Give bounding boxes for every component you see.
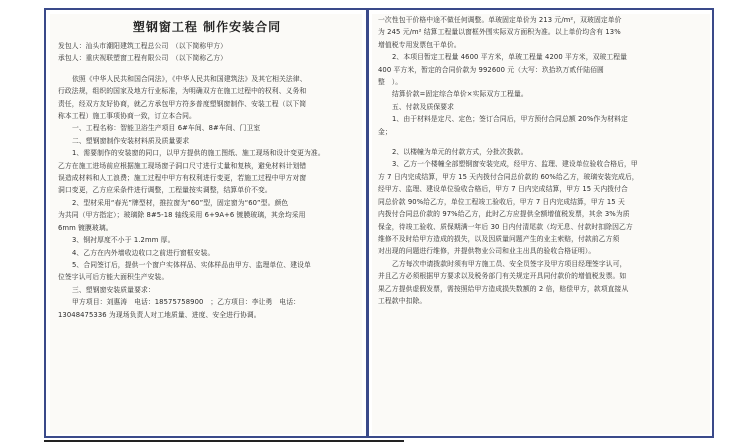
text-line: 称本工程）施工事项协商一致，订立本合同。: [58, 112, 196, 121]
text-line: 甲方项目：刘惠涛 电话：18575758900 ；乙方项目：李让勇 电话：: [72, 298, 300, 307]
text-line: 1、需要制作的安装窗的同口，以甲方提供的施工图纸、施工现场和设计变更为准。: [72, 149, 325, 158]
text-line: 洞口变更，乙方应采条件进行调整，工程量按实调整，结算单价不变。: [58, 186, 272, 195]
text-line: 5、合同签订后，提供一个窗户实体样品、实体样品由甲方、监理单位、建设单: [72, 260, 311, 269]
contract-title: 塑钢窗工程 制作安装合同: [132, 20, 282, 34]
text-line: 为共同（甲方指定）；玻璃除 8#5-18 轴线采用 6+9A+6 镀膜玻璃，其余均采用: [58, 211, 306, 220]
text-line: 发包人：汕头市潮阳建筑工程总公司 （以下简称甲方）: [58, 42, 228, 50]
text-line: 同总价款 90%给乙方，单位工程竣工验收后，甲方 7 日内完成结算，甲方 15 天: [378, 197, 625, 206]
text-line: 果乙方提供虚假发票，需按照给甲方造成损失数额的 2 倍，赔偿甲方，款项直接从: [378, 284, 629, 293]
text-line: 2、本项目暂定工程量 4600 平方米，单玻工程量 4200 平方米，双玻工程量: [392, 53, 628, 62]
text-line: 方 7 日内完成结算，甲方 15 天内拨付合同总价款的 60%给乙方，玻璃安装完成后，: [378, 172, 639, 181]
text-line: 责任，经双方友好协商，就乙方承包甲方符多普度塑钢窗制作、安装工程（以下简: [58, 99, 307, 108]
text-line: 承包人：重庆视联塑窗工程有限公司 （以下简称乙方）: [58, 54, 228, 63]
text-line: 内拨付合同总价款的 97%给乙方，此时乙方应提供全额增值税发票，其余 3%为质: [378, 210, 630, 219]
section-heading: 三、塑钢窗安装质量要求：: [72, 285, 155, 294]
text-line: 经甲方、监理、建设单位验收合格后，甲方 7 日内完成结算，甲方 15 天内拨付合: [378, 185, 628, 194]
text-line: 行政法规，组织的国家及地方行业标准，为明确双方在施工过程中的权利、义务和: [58, 87, 307, 96]
spacer: [58, 65, 356, 73]
text-line: 整 ）。: [378, 78, 403, 87]
text-line: 维修不及时给甲方造成的损失，以及因质量问题产生的业主索赔，付款前乙方须: [378, 234, 620, 243]
text-line: 3、乙方一个楼幢全部塑钢窗安装完成，经甲方、监理、建设单位验收合格后，甲: [392, 160, 638, 169]
text-line: 400 平方米，暂定的合同价款为 992600 元（大写：玖拾玖万贰仟陆佰圆: [378, 65, 604, 74]
text-line: 3、钢衬厚度不小于 1.2mm 厚。: [72, 236, 175, 245]
text-line: 乙方每次申请拨款时须有甲方施工员、安全员签字及甲方项目经理签字认可，: [392, 259, 627, 268]
text-line: 为 245 元/m² 结算工程量以窗框外围实际双方面积为准。以上单价均含有 13%: [378, 28, 621, 37]
text-line: 1、由于材料是定尺、定色；签订合同后，甲方预付合同总额 20%作为材料定: [392, 115, 628, 124]
text-line: 一次性包干价格中途不做任何调整。单玻固定单价为 213 元/m²，双玻固定单价: [378, 16, 622, 24]
text-line: 误造成材料和人工浪费；施工过程中甲方有权利进行变更，若施工过程中甲方对窗: [58, 174, 307, 183]
text-line: 2、型材采用“春光”牌型材，推拉窗为“60”型，固定窗为“60”型。颜色: [72, 198, 289, 207]
right-page: [372, 14, 710, 434]
text-line: 保金，待竣工验收、质保期满一年后 30 日内付清尾款（均无息、付款时扣除因乙方: [378, 222, 633, 231]
spacer: [378, 138, 702, 146]
text-line: 增值税专用发票包干单价。: [378, 40, 461, 49]
text-line: 13048475336 为现场负责人对工地质量、进度、安全进行协调。: [58, 310, 261, 319]
text-line: 位签字认可后方能大面积生产安装。: [58, 273, 169, 282]
section-heading: 五、付款及质保要求: [392, 102, 455, 111]
text-line: 对出现的问题进行维修，并提供物业公司和业主出具的验收合格证明）。: [378, 247, 596, 256]
text-line: 4、乙方在内外墙收边收口之前进行窗框安装。: [72, 248, 215, 257]
text-line: 乙方在施工进场前应根据施工现场窗子洞口尺寸进行丈量和复核，避免材料计划错: [58, 161, 307, 170]
section-heading: 二、塑钢窗制作安装材料质及质量要求: [72, 136, 190, 145]
left-page: [50, 14, 362, 434]
text-line: 结算价款=固定综合单价×实际双方工程量。: [392, 90, 528, 99]
text-line: 金；: [378, 127, 392, 136]
text-line: 工程款中扣除。: [378, 296, 427, 305]
bottom-rule: [44, 440, 404, 442]
text-line: 并且乙方必须根据甲方要求以及税务部门有关规定开具同付款价的增值税发票。如: [378, 272, 627, 281]
text-line: 依照《中华人民共和国合同法》，《中华人民共和国建筑法》及其它相关法律、: [72, 74, 307, 83]
page-divider: [366, 8, 369, 438]
text-line: 一、工程名称：智能卫浴生产项目 6#车间、8#车间、门卫室: [72, 124, 261, 133]
text-line: 2、以楼幢为单元的付款方式，分批次拨款。: [392, 148, 528, 157]
text-line: 6mm 镀膜玻璃。: [58, 223, 113, 232]
